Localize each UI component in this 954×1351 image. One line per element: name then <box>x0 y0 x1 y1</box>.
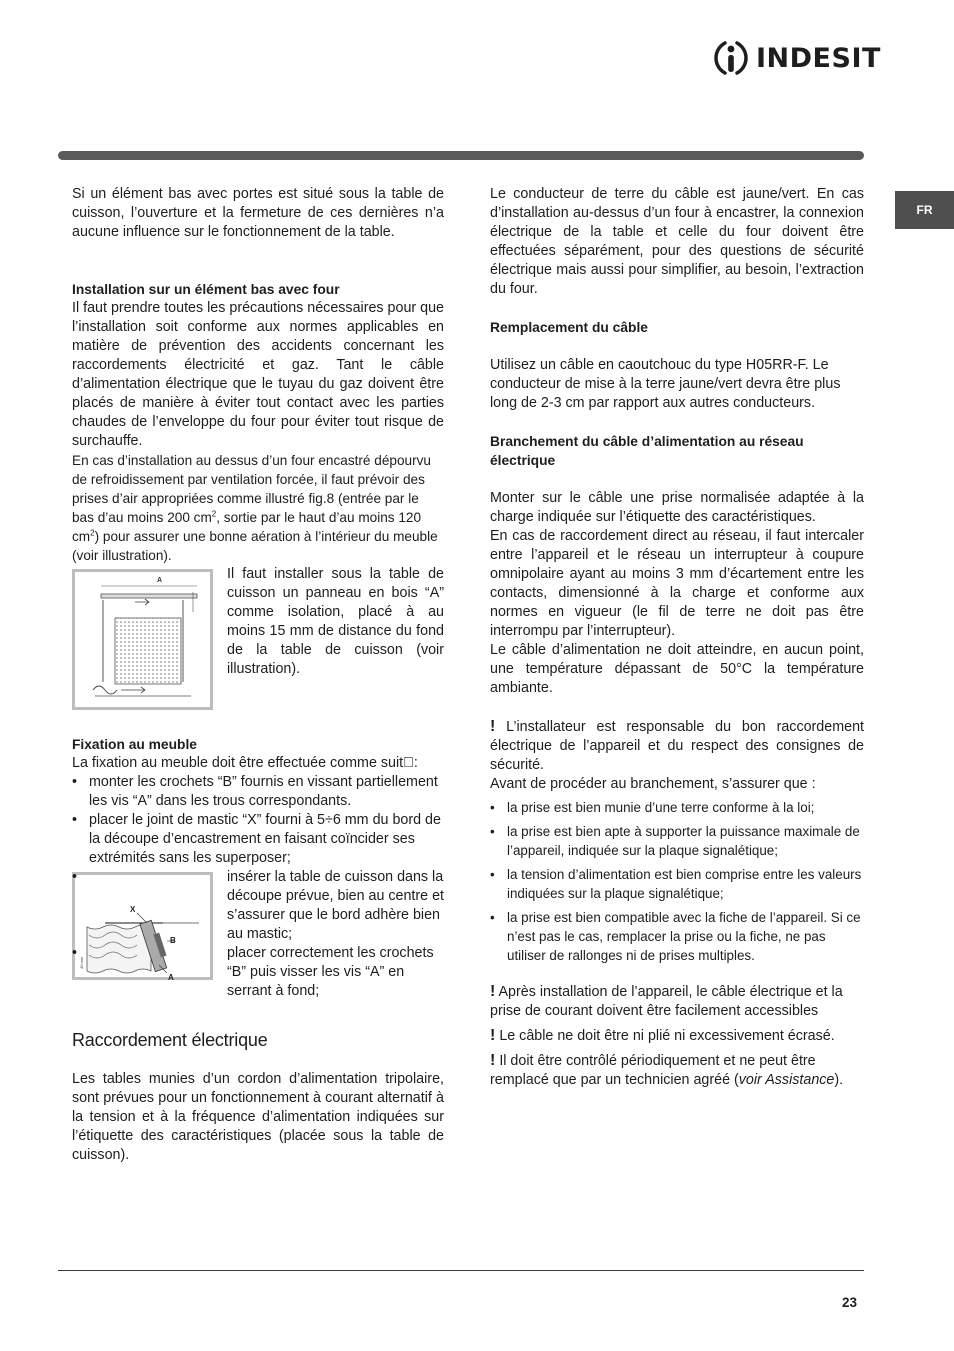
check-intro: Avant de procéder au branchement, s’assurer que : <box>490 776 816 792</box>
warning-icon: ! <box>490 1027 496 1044</box>
fixation-list-continued <box>72 868 444 1001</box>
earth-paragraph: Le conducteur de terre du câble est jaune/vert. En cas d’installation au-dessus d’un four à encastrer, la connexion électrique de la table et celle du four doivent être effectuées séparément, pour des questions de sécurité électrique mais aussi pour simplifier, au besoin, l’extraction du four. <box>490 186 864 297</box>
panel-paragraph: Il faut installer sous la table de cuisson un panneau en bois “A” comme isolation, placé à au moins 15 mm de distance du fond de la table de cuisson (voir illustration). <box>227 566 444 677</box>
footer-divider <box>58 1270 864 1271</box>
header-divider <box>58 151 864 160</box>
fig2-label-a: A <box>168 973 174 982</box>
warning-icon: ! <box>490 983 496 1000</box>
list-item: • monter les crochets “B” fournis en vissant partiellement les vis “A” dans les trous correspondants. <box>72 773 444 811</box>
svg-text:40 mm: 40 mm <box>79 956 84 969</box>
cable-paragraph: Utilisez un câble en caoutchouc du type H05RR-F. Le conducteur de mise à la terre jaune/vert devra être plus long de 2-3 cm par rapport aux autres conducteurs. <box>490 357 841 411</box>
check-list <box>490 798 864 965</box>
warning-accessible: ! Après installation de l’appareil, le câble électrique et la prise de courant doivent être facilement accessibles <box>490 983 843 1019</box>
page-number: 23 <box>842 1295 858 1310</box>
language-tab: FR <box>895 191 954 229</box>
mains-paragraph-1: Monter sur le câble une prise normalisée adaptée à la charge indiquée sur l’étiquette des caractéristiques. <box>490 490 864 525</box>
install-paragraph: Il faut prendre toutes les précautions nécessaires pour que l’installation soit conforme aux normes applicables en matière de prévention des accidents concernant les raccordements électricité et gaz. Tant le câble d’alimentation électrique que le tuyau du gaz doivent être placés de manière à éviter tout contact avec les parties chaudes de l’enveloppe du four pour éviter tout risque de surchauffe. <box>72 300 444 449</box>
mains-heading: Branchement du câble d’alimentation au réseau électrique <box>490 434 804 468</box>
right-column <box>490 185 864 1090</box>
fixation-list <box>72 773 444 868</box>
brand-logo <box>712 38 881 78</box>
warning-icon: ! <box>490 718 496 735</box>
list-item: • placer correctement les crochets “B” puis visser les vis “A” en serrant à fond; <box>72 944 444 1001</box>
fixation-heading: Fixation au meuble <box>72 737 197 752</box>
assistance-link[interactable]: voir Assistance <box>738 1072 835 1088</box>
warning-icon: ! <box>490 1052 496 1069</box>
intro-paragraph: Si un élément bas avec portes est situé sous la table de cuisson, l’ouverture et la fermeture de ces dernières n’a aucune influence sur le fonctionnement de la table. <box>72 186 444 240</box>
electrical-paragraph: Les tables munies d’un cordon d’alimentation tripolaire, sont prévues pour un fonctionnement à courant alternatif à la tension et à la fréquence d’alimentation indiquées sur l’étiquette des caractéristiques (placée sous la table de cuisson). <box>72 1071 444 1163</box>
install-heading: Installation sur un élément bas avec four <box>72 282 340 297</box>
mains-paragraph-2: En cas de raccordement direct au réseau, il faut intercaler entre l’appareil et le réseau un interrupteur à coupure omnipolaire ayant au moins 3 mm d’écartement entre les contacts, dimensionné à la charge et conforme aux normes en vigueur (le fil de terre ne doit pas être interrompu par l’interrupteur). <box>490 528 864 639</box>
list-item: • la prise est bien apte à supporter la puissance maximale de l’appareil, indiquée sur la plaque signalétique; <box>490 822 864 860</box>
list-item: • insérer la table de cuisson dans la découpe prévue, bien au centre et s’assurer que le bord adhère bien au mastic; <box>72 868 444 944</box>
electrical-section-title: Raccordement électrique <box>72 1030 268 1050</box>
fig2-label-x: X <box>130 905 136 914</box>
mains-paragraph-3: Le câble d’alimentation ne doit atteindre, en aucun point, une température dépassant de 50°C la température ambiante. <box>490 642 864 696</box>
fig1-label-a: A <box>157 577 163 584</box>
brand-name: INDESIT <box>756 42 881 74</box>
warning-check: ! Il doit être contrôlé périodiquement et ne peut être remplacé que par un technicien agréé (voir Assistance). <box>490 1052 844 1088</box>
left-column <box>72 185 444 1165</box>
ventilation-paragraph: En cas d’installation au dessus d’un four encastré dépourvu de refroidissement par ventilation forcée, il faut prévoir des prises d’air appropriées comme illustré fig.8 (entrée par le bas d’au moins 200 $cm^2$, sortie par le haut d’au moins 120 $cm^2$) pour assurer une bonne aération à l’intérieur du meuble (voir illustration). <box>72 453 438 563</box>
list-item: • la prise est bien compatible avec la fiche de l’appareil. Si ce n’est pas le cas, remplacer la prise ou la fiche, ne pas utiliser de rallonges ni de prises multiples. <box>490 908 864 965</box>
fixation-intro: La fixation au meuble doit être effectuée comme suit : <box>72 755 418 771</box>
indesit-i-icon <box>712 38 750 78</box>
warning-bend: ! Le câble ne doit être ni plié ni excessivement écrasé. <box>490 1027 835 1044</box>
list-item: • placer le joint de mastic “X” fourni à 5÷6 mm du bord de la découpe d’encastrement en faisant coïncider ses extrémités sans les superposer; <box>72 811 444 868</box>
warning-installer: ! L’installateur est responsable du bon raccordement électrique de l’appareil et du respect des consignes de sécurité. <box>490 718 864 773</box>
ventilation-figure <box>72 569 213 710</box>
list-item: • la tension d’alimentation est bien comprise entre les valeurs indiquées sur la plaque signalétique; <box>490 865 864 903</box>
list-item: • la prise est bien munie d’une terre conforme à la loi; <box>490 798 864 817</box>
cable-heading: Remplacement du câble <box>490 320 648 335</box>
fig2-label-b: B <box>170 936 176 945</box>
